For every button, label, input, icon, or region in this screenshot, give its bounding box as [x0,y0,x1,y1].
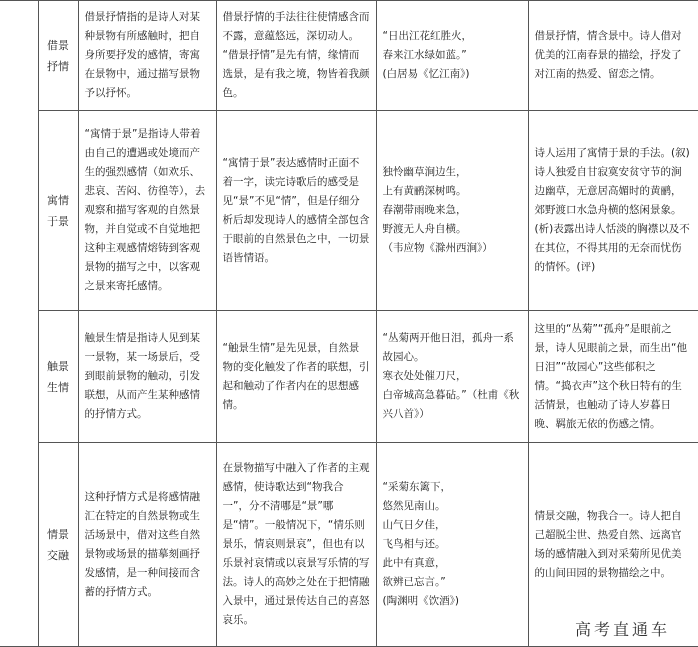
feature-cell: “寓情于景”表达感情时正面不着一字，读完诗歌后的感受是见“景”不见“情”，但是仔细分析后却发现诗人的感情全部包含于眼前的自然景色之中，一切景语皆情语。 [216,111,376,311]
analysis-cell: 这里的“丛菊”“孤舟”是眼前之景，诗人见眼前之景，而生出“他日泪”“故园心”这些郁积之情。“捣衣声”这个秋日特有的生活情景，也触动了诗人岁暮日晚、羁旅无依的伤感之情。 [528,311,698,443]
left-margin-strip [0,1,38,647]
poem-cell: “丛菊两开他日泪，孤舟一系故园心。 寒衣处处催刀尺， 白帝城高急暮砧。”（杜甫《秋兴八首》） [376,311,528,443]
type-cell: 触景 生情 [38,311,78,443]
definition-cell: “寓情于景”是指诗人带着由自己的遭遇或处境而产生的强烈感情（如欢乐、悲哀、苦闷、彷徨等），去观察和描写客观的自然景物，并自觉或不自觉地把这种主观感情熔铸到客观景物的描写之中，以客观之景来寄托感情。 [78,111,216,311]
table-row [0,111,698,311]
type-cell: 寓情 于景 [38,111,78,311]
definition-cell: 借景抒情指的是诗人对某种景物有所感触时，把自身所要抒发的感情，寄寓在景物中，通过描写景物予以抒怀。 [78,1,216,111]
analysis-cell: 诗人运用了寓情于景的手法。(叙)诗人独爱自甘寂寞安贫守节的涧边幽草，无意居高媚时的黄鹂，郊野渡口水急舟横的悠闲景象。(析)表露出诗人恬淡的胸襟以及不在其位，不得其用的无奈而忧伤的情怀。(评) [528,111,698,311]
type-cell: 情景 交融 [38,443,78,647]
definition-cell: 这种抒情方式是将感情融汇在特定的自然景物或生活场景中，借对这些自然景物或场景的描摹刻画抒发感情，是一种间接而含蓄的抒情方式。 [78,443,216,647]
poem-cell: “采菊东篱下， 悠然见南山。 山气日夕佳， 飞鸟相与还。 此中有真意， 欲辨已忘言。” (陶渊明《饮酒》) [376,443,528,647]
analysis-cell: 情景交融，物我合一。诗人把自己超脱尘世、热爱自然、远离官场的感情融入到对采菊所见优美的山间田园的景物描绘之中。 [528,443,698,647]
feature-cell: 借景抒情的手法往往使情感含而不露，意蕴悠远，深切动人。 “借景抒情”是先有情，缘情而选景，是有我之境，物皆着我颜色。 [216,1,376,111]
watermark: 高考直通车 [574,620,670,639]
type-cell: 借景 抒情 [38,1,78,111]
analysis-cell: 借景抒情，情含景中。诗人借对优美的江南春景的描绘，抒发了对江南的热爱、留恋之情。 [528,1,698,111]
definition-cell: 触景生情是指诗人见到某一景物，某一场景后，受到眼前景物的触动，引发联想，从而产生某种感情的抒情方式。 [78,311,216,443]
table-row [0,1,698,111]
table-row [0,443,698,647]
poem-cell: “日出江花红胜火， 春来江水绿如蓝。” (白居易《忆江南》) [376,1,528,111]
table-row [0,311,698,443]
feature-cell: 在景物描写中融入了作者的主观感情，使诗歌达到“物我合一”，分不清哪是“景”哪是“情”。一般情况下，“情乐则景乐，情哀则景哀”，但也有以乐景衬哀情或以哀景写乐情的写法。诗人的高妙之处在于把情融入景中，通过景传达自己的喜怒哀乐。 [216,443,376,647]
feature-cell: “触景生情”是先见景，自然景物的变化触发了作者的联想，引起和触动了作者内在的思想感情。 [216,311,376,443]
poem-cell: 独怜幽草涧边生， 上有黄鹂深树鸣。 春潮带雨晚来急， 野渡无人舟自横。 （韦应物《滁州西涧》） [376,111,528,311]
